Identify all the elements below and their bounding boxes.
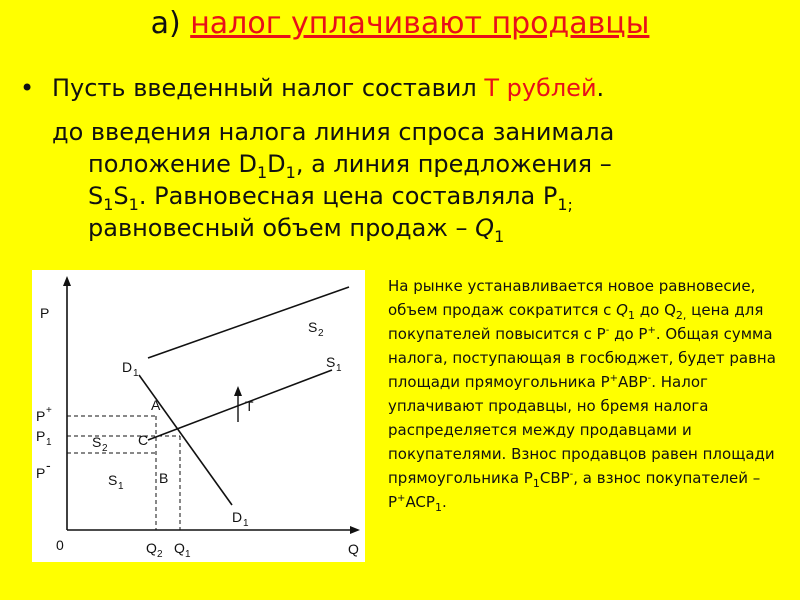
note-sub: 2, <box>675 309 687 322</box>
label-q1-sub: 1 <box>185 549 191 560</box>
para-sub: 1 <box>256 162 268 182</box>
note-sup: - <box>647 373 652 384</box>
label-q1: Q <box>174 540 185 556</box>
explanation-text <box>388 274 780 514</box>
para-text: равновесный объем продаж – <box>88 214 476 242</box>
label-q2: Q <box>146 540 157 556</box>
label-s1-left-sub: 1 <box>118 481 124 492</box>
label-s2-top-sub: 2 <box>318 328 324 339</box>
label-p1-sub: 1 <box>46 437 52 448</box>
note-text: . <box>441 493 447 511</box>
axis-label-p: P <box>40 305 50 321</box>
label-p1: P <box>36 428 46 444</box>
para-sub: 1 <box>128 194 139 214</box>
para-line-1: до введения налога линия спроса занимала <box>52 118 615 146</box>
para-sub: 1 <box>285 162 296 182</box>
q-axis-arrow <box>350 526 360 534</box>
note-text: до Q <box>634 301 676 319</box>
slide-title <box>0 6 800 42</box>
note-sup: + <box>609 373 618 384</box>
label-s2-top: S <box>308 319 318 335</box>
label-s1-left: S <box>108 472 118 488</box>
point-a: A <box>151 397 161 413</box>
label-d1-bottom: D <box>232 509 243 525</box>
note-text: , а взнос покупателей – P <box>388 469 761 511</box>
note-sub: 1 <box>627 309 635 322</box>
tax-label: T <box>245 398 254 414</box>
supply-demand-graph <box>32 270 365 562</box>
para-line-4 <box>52 212 772 244</box>
para-line-2 <box>52 148 772 180</box>
bullet-highlight: Т рублей <box>484 74 597 102</box>
note-sup: - <box>569 469 574 480</box>
note-text: . Общая сумма налога, поступающая в госбюджет, будет равна площади прямоугольника P <box>388 325 776 391</box>
note-text: . Налог уплачивают продавцы, но бремя налога распределяется между продавцами и покупателями. Взнос продавцов равен площади прямоугольника P <box>388 373 775 487</box>
label-q2-sub: 2 <box>157 549 163 560</box>
label-p-minus-sup: - <box>46 457 51 473</box>
note-sup: + <box>397 493 406 504</box>
origin-label: 0 <box>56 537 64 553</box>
note-sub: 1 <box>434 501 442 514</box>
note-text: CBP <box>539 469 570 487</box>
tax-arrow-head <box>234 386 242 396</box>
para-text: Q <box>475 214 495 242</box>
note-sup: + <box>647 325 656 336</box>
note-text: ACP <box>405 493 435 511</box>
note-text: до P <box>609 325 648 343</box>
para-text: S <box>88 182 104 210</box>
title-highlight: налог уплачивают продавцы <box>190 6 650 41</box>
supply-line-s1 <box>148 370 332 440</box>
para-text: , а линия предложения – <box>295 150 612 178</box>
title-prefix: а) <box>150 6 191 41</box>
note-text: ABP <box>618 373 648 391</box>
label-p-minus: P <box>36 465 46 481</box>
point-b: B <box>159 470 169 486</box>
label-s2-left: S <box>92 434 102 450</box>
para-line-3 <box>52 180 772 212</box>
graph-svg <box>32 270 365 562</box>
demand-line-d1 <box>139 375 232 505</box>
supply-line-s2 <box>148 287 349 358</box>
bullet-marker: • <box>20 74 35 102</box>
label-d1-bottom-sub: 1 <box>243 518 249 529</box>
note-text: цена для покупателей повысится с P <box>388 301 764 343</box>
label-d1-top: D <box>122 359 133 375</box>
note-sub: 1 <box>532 477 540 490</box>
note-text: На рынке устанавливается новое равновесие, объем продаж сократится с <box>388 277 756 319</box>
intro-paragraph <box>52 116 772 244</box>
note-text: Q <box>616 301 628 319</box>
p-axis-arrow <box>63 276 71 286</box>
label-d1-top-sub: 1 <box>133 368 139 379</box>
para-text: . Равновесная цена составляла P <box>138 182 558 210</box>
bullet-text: Пусть введенный налог составил <box>52 74 485 102</box>
label-p-plus-sup: + <box>46 405 52 416</box>
para-sub: 1 <box>103 194 114 214</box>
label-p-plus: P <box>36 408 46 424</box>
bullet-end: . <box>596 74 605 102</box>
para-text: S <box>113 182 129 210</box>
para-text: положение D <box>88 150 257 178</box>
para-sub: 1 <box>494 226 505 246</box>
note-sup: - <box>605 325 610 336</box>
point-c: C <box>138 432 149 448</box>
label-s1-top-sub: 1 <box>336 363 342 374</box>
label-s2-left-sub: 2 <box>102 443 108 454</box>
axis-label-q: Q <box>348 541 359 557</box>
bullet-line <box>20 72 605 104</box>
para-sub: 1; <box>557 194 573 214</box>
para-text: D <box>267 150 286 178</box>
label-s1-top: S <box>326 354 336 370</box>
